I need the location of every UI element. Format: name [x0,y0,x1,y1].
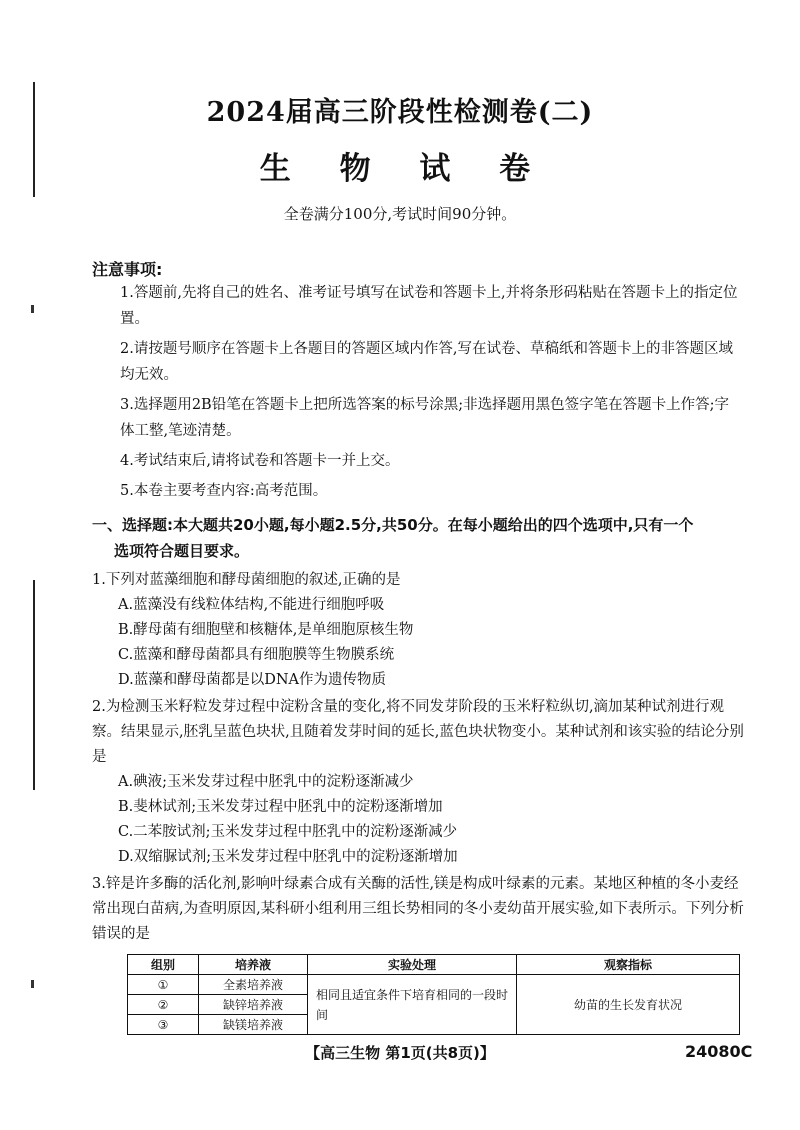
notice-item: 2.请按题号顺序在答题卡上各题目的答题区域内作答,写在试卷、草稿纸和答题卡上的非答题区域均无效。 [120,341,733,383]
notice-list [120,280,740,508]
notice-item: 1.答题前,先将自己的姓名、准考证号填写在试卷和答题卡上,并将条形码粘贴在答题卡上的指定位置。 [120,285,738,327]
page-footer: 【高三生物 第1页(共8页)】 [305,1044,495,1062]
question-stem: 1.下列对蓝藻细胞和酵母菌细胞的叙述,正确的是 [92,572,401,588]
table-header: 培养液 [199,955,308,975]
notice-item: 5.本卷主要考查内容:高考范围。 [120,483,328,499]
table-header: 观察指标 [517,955,740,975]
option-b: B.酵母菌有细胞壁和核糖体,是单细胞原核生物 [118,622,414,638]
subject-title: 生 物 试 卷 [259,151,541,187]
notice-item: 4.考试结束后,请将试卷和答题卡一并上交。 [120,453,400,469]
notice-heading: 注意事项: [92,260,163,279]
score-line: 全卷满分100分,考试时间90分钟。 [283,205,517,223]
section-heading-line1: 一、选择题:本大题共20小题,每小题2.5分,共50分。在每小题给出的四个选项中,只有一个 [92,516,694,534]
binding-mark [31,305,34,313]
exam-title: 2024届高三阶段性检测卷(二) [206,97,594,128]
option-c: C.蓝藻和酵母菌都具有细胞膜等生物膜系统 [118,647,395,663]
question-stem: 2.为检测玉米籽粒发芽过程中淀粉含量的变化,将不同发芽阶段的玉米籽粒纵切,滴加某种试剂进行观察。结果显示,胚乳呈蓝色块状,且随着发芽时间的延长,蓝色块状物变小。某种试剂和该实验的结论分别是 [92,699,744,765]
table-cell-group: ① [128,975,199,995]
question-2 [92,695,752,870]
question-stem: 3.锌是许多酶的活化剂,影响叶绿素合成有关酶的活性,镁是构成叶绿素的元素。某地区种植的冬小麦经常出现白苗病,为查明原因,某科研小组利用三组长势相同的冬小麦幼苗开展实验,如下表所示。下列分析错误的是 [92,876,744,942]
option-a: A.蓝藻没有线粒体结构,不能进行细胞呼吸 [118,597,385,613]
table-cell-treatment: 相同且适宜条件下培育相同的一段时间 [308,975,517,1035]
option-b: B.斐林试剂;玉米发芽过程中胚乳中的淀粉逐渐增加 [118,799,443,815]
table-header: 实验处理 [308,955,517,975]
table-header: 组别 [128,955,199,975]
notice-item: 3.选择题用2B铅笔在答题卡上把所选答案的标号涂黑;非选择题用黑色签字笔在答题卡上作答;字体工整,笔迹清楚。 [120,397,729,439]
section-heading [92,512,742,564]
question-list [92,568,752,949]
paper-code: 24080C [685,1042,753,1061]
table-cell-medium: 全素培养液 [199,975,308,995]
table-row [128,975,740,995]
table-cell-medium: 缺镁培养液 [199,1015,308,1035]
option-a: A.碘液;玉米发芽过程中胚乳中的淀粉逐渐减少 [118,774,414,790]
question-3 [92,872,752,947]
question-1 [92,568,752,693]
option-d: D.蓝藻和酵母菌都是以DNA作为遗传物质 [118,672,387,688]
experiment-table [127,954,740,1035]
option-c: C.二苯胺试剂;玉米发芽过程中胚乳中的淀粉逐渐减少 [118,824,458,840]
option-d: D.双缩脲试剂;玉米发芽过程中胚乳中的淀粉逐渐增加 [118,849,458,865]
binding-line-middle [33,580,35,790]
table-cell-group: ② [128,995,199,1015]
binding-mark [31,980,34,988]
table-header-row [128,955,740,975]
table-cell-medium: 缺锌培养液 [199,995,308,1015]
section-heading-line2: 选项符合题目要求。 [114,542,250,560]
table-cell-group: ③ [128,1015,199,1035]
table-cell-indicator: 幼苗的生长发育状况 [517,975,740,1035]
